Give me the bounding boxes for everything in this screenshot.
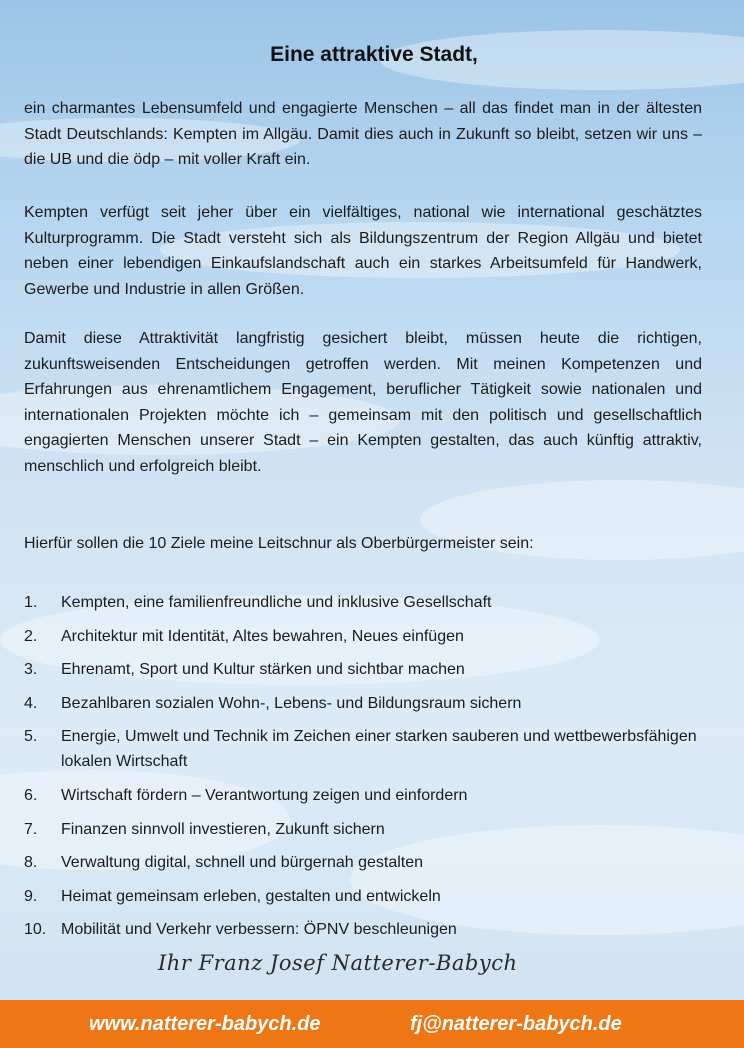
paragraph-intro: ein charmantes Lebensumfeld und engagierte Menschen – all das findet man in der ältesten Stadt Deutschlands: Kempten im Allgäu. Damit dies auch in Zukunft so bleibt, setzen wir uns – die UB und die ödp – mit voller Kraft ein.	[24, 100, 702, 168]
goal-text: Mobilität und Verkehr verbessern: ÖPNV beschleunigen	[61, 921, 457, 939]
goal-number: 8.	[24, 854, 38, 872]
goal-number: 9.	[24, 887, 38, 905]
goal-number: 7.	[24, 820, 38, 838]
goal-item-7	[24, 817, 702, 842]
goal-text: Energie, Umwelt und Technik im Zeichen einer starken sauberen und wettbewerbsfähigen lokalen Wirtschaft	[61, 728, 697, 771]
paragraph-decisions: Damit diese Attraktivität langfristig gesichert bleibt, müssen heute die richtigen, zukunftsweisenden Entscheidungen getroffen werden. Mit meinen Kompetenzen und Erfahrungen aus ehrenamtlichem Engagement, beruflicher Tätigkeit sowie nationalen und internationalen Projekten möchte ich – gemeinsam mit den politisch und gesellschaftlich engagierten Menschen unserer Stadt – ein Kempten gestalten, das auch künftig attraktiv, menschlich und erfolgreich bleibt.	[24, 330, 702, 475]
page-title: Eine attraktive Stadt,	[270, 43, 478, 66]
goal-number: 10.	[24, 921, 47, 939]
goal-item-8	[24, 850, 702, 875]
goal-text: Bezahlbaren sozialen Wohn-, Lebens- und Bildungsraum sichern	[61, 694, 522, 712]
goal-item-10	[24, 917, 702, 942]
goal-item-9	[24, 884, 702, 909]
goal-number: 3.	[24, 661, 38, 679]
goals-intro: Hierfür sollen die 10 Ziele meine Leitschnur als Oberbürgermeister sein:	[24, 535, 534, 552]
goal-text: Heimat gemeinsam erleben, gestalten und entwickeln	[61, 887, 441, 905]
goal-text: Finanzen sinnvoll investieren, Zukunft sichern	[61, 820, 385, 838]
paragraph-culture: Kempten verfügt seit jeher über ein vielfältiges, national wie international geschätztes Kulturprogramm. Die Stadt versteht sich als Bildungszentrum der Region Allgäu und bietet neben einer lebendigen Einkaufslandschaft auch ein starkes Arbeitsumfeld für Handwerk, Gewerbe und Industrie in allen Größen.	[24, 204, 702, 298]
handwritten-signature: Ihr Franz Josef Natterer-Babych	[158, 951, 518, 975]
goal-text: Ehrenamt, Sport und Kultur stärken und sichtbar machen	[61, 661, 465, 679]
goal-number: 4.	[24, 694, 38, 712]
goal-item-2	[24, 624, 702, 649]
goal-text: Verwaltung digital, schnell und bürgernah gestalten	[61, 854, 424, 872]
goal-number: 2.	[24, 627, 38, 645]
goal-item-3	[24, 657, 702, 682]
goal-number: 6.	[24, 786, 38, 804]
email-link[interactable]: fj@natterer-babych.de	[410, 1013, 622, 1035]
website-link[interactable]: www.natterer-babych.de	[89, 1013, 321, 1035]
goal-item-4	[24, 691, 702, 716]
goal-number: 5.	[24, 728, 38, 746]
goal-number: 1.	[24, 594, 38, 611]
goal-text: Architektur mit Identität, Altes bewahren, Neues einfügen	[61, 627, 464, 645]
goals-list	[24, 590, 702, 951]
goal-item-6	[24, 783, 702, 808]
goal-item-5	[24, 724, 702, 774]
goal-item-1	[24, 590, 702, 615]
footer-bar	[0, 1000, 744, 1048]
goal-text: Kempten, eine familienfreundliche und inklusive Gesellschaft	[61, 594, 492, 611]
goal-text: Wirtschaft fördern – Verantwortung zeigen und einfordern	[61, 786, 468, 804]
